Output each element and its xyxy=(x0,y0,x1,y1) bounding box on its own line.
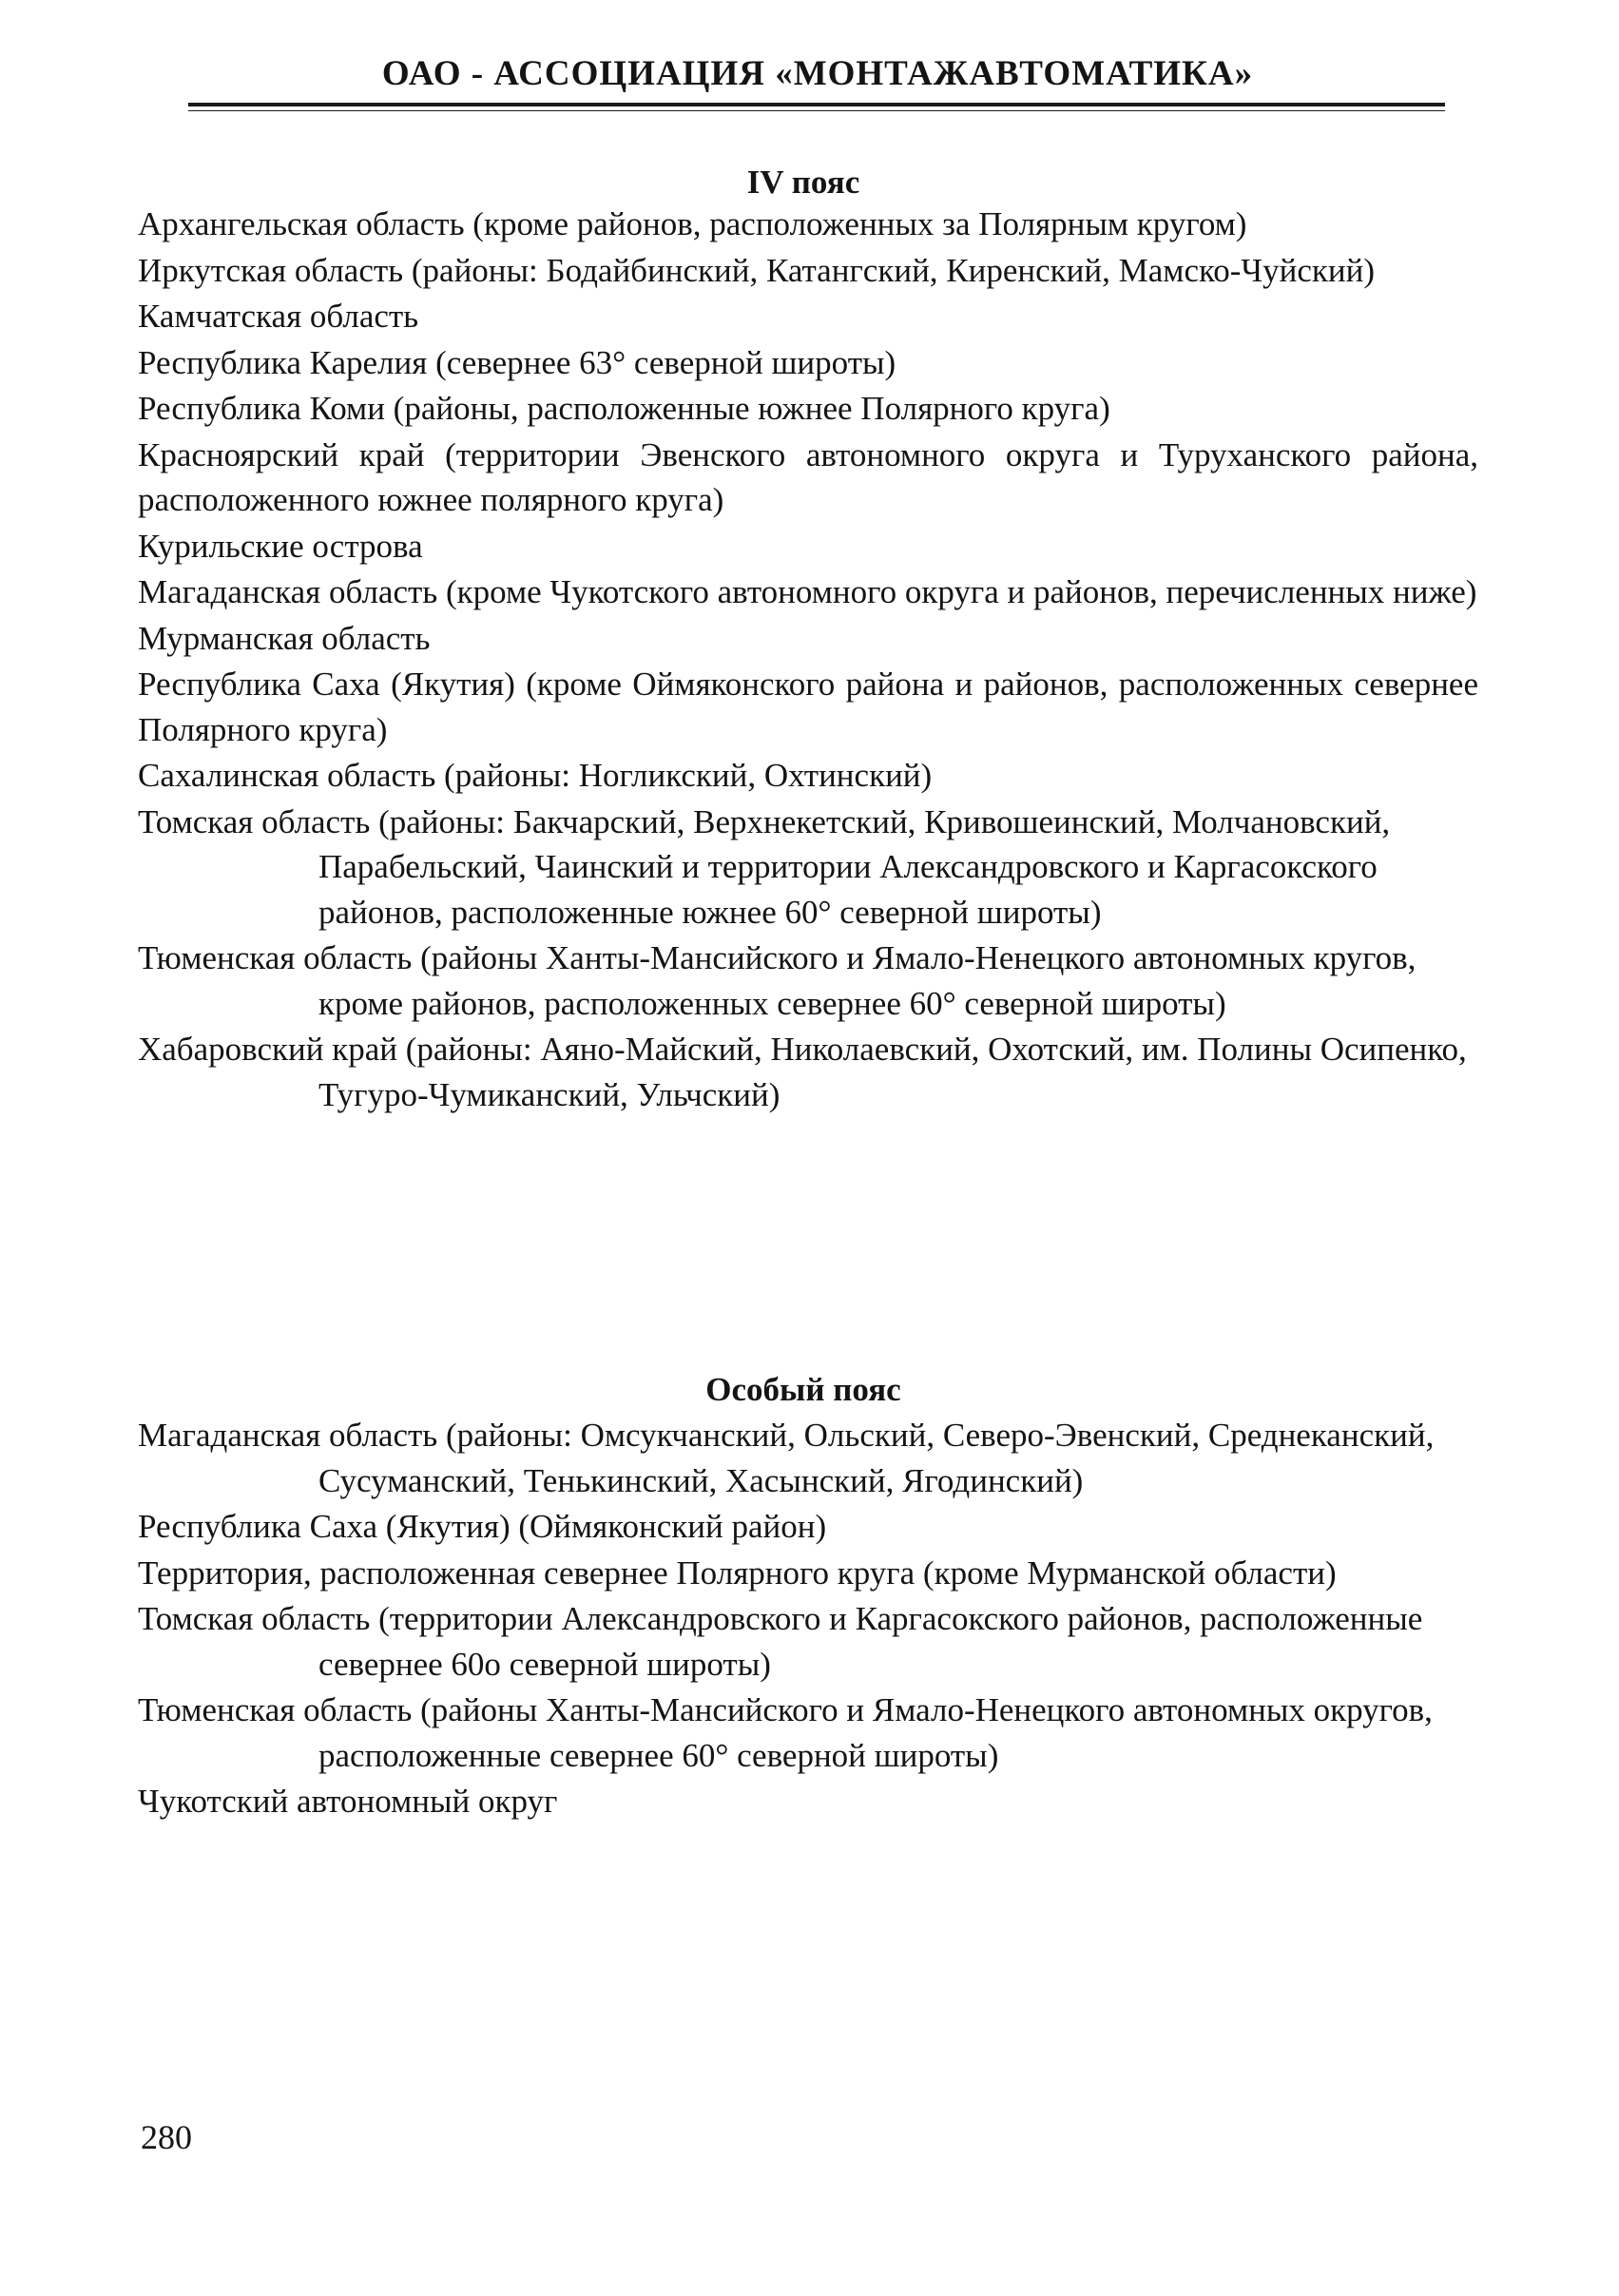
section-heading-special: Особый пояс xyxy=(705,1371,901,1408)
list-item: Республика Карелия (севернее 63° северной широты) xyxy=(138,343,896,381)
list-item: Магаданская область (районы: Омсукчанский, Ольский, Северо-Эвенский, Среднеканский, Сусуманский, Тенькинский, Хасынский, Ягодинский) xyxy=(138,1417,1435,1499)
list-item: Территория, расположенная севернее Полярного круга (кроме Мурманской области) xyxy=(138,1553,1337,1592)
list-item: Тюменская область (районы Ханты-Мансийского и Ямало-Ненецкого автономных округов, расположенные севернее 60° северной широты) xyxy=(138,1691,1433,1774)
list-item: Тюменская область (районы Ханты-Мансийского и Ямало-Ненецкого автономных кругов, кроме районов, расположенных севернее 60° северной широты) xyxy=(138,939,1417,1022)
list-item: Томская область (районы: Бакчарский, Верхнекетский, Кривошеинский, Молчановский, Парабельский, Чаинский и территории Александровского и Каргасокского районов, расположенные южнее 60° северной широты) xyxy=(138,802,1391,931)
list-item: Томская область (территории Александровского и Каргасокского районов, расположенные севернее 60о северной широты) xyxy=(138,1600,1423,1683)
list-item: Чукотский автономный округ xyxy=(138,1783,558,1820)
list-item: Магаданская область (кроме Чукотского автономного округа и районов, перечисленных ниже) xyxy=(138,573,1477,610)
running-header: ОАО - АССОЦИАЦИЯ «МОНТАЖАВТОМАТИКА» xyxy=(381,54,1254,93)
list-item: Хабаровский край (районы: Аяно-Майский, Николаевский, Охотский, им. Полины Осипенко, Тугуро-Чумиканский, Ульчский) xyxy=(138,1031,1467,1113)
header-rule-thick xyxy=(188,103,1445,106)
page-number: 280 xyxy=(141,2118,192,2156)
list-item: Иркутская область (районы: Бодайбинский, Катангский, Киренский, Мамско-Чуйский) xyxy=(138,251,1375,289)
list-item: Республика Коми (районы, расположенные южнее Полярного круга) xyxy=(138,390,1110,427)
list-item: Камчатская область xyxy=(138,298,419,335)
list-item: Республика Саха (Якутия) (Оймяконский район) xyxy=(138,1508,827,1545)
list-item: Сахалинская область (районы: Ногликский, Охтинский) xyxy=(138,757,933,794)
list-item: Красноярский край (территории Эвенского автономного округа и Туруханского района, расположенного южнее полярного круга) xyxy=(138,435,1478,518)
list-item: Мурманская область xyxy=(138,619,431,657)
header-rule-thin xyxy=(188,110,1445,111)
list-item: Курильские острова xyxy=(138,527,423,565)
region-list-special xyxy=(138,1413,1478,1825)
list-item: Республика Саха (Якутия) (кроме Оймяконского района и районов, расположенных севернее Полярного круга) xyxy=(138,666,1478,748)
section-heading-iv: IV пояс xyxy=(746,164,860,201)
region-list-iv xyxy=(138,202,1478,1118)
list-item: Архангельская область (кроме районов, расположенных за Полярным кругом) xyxy=(138,205,1247,242)
